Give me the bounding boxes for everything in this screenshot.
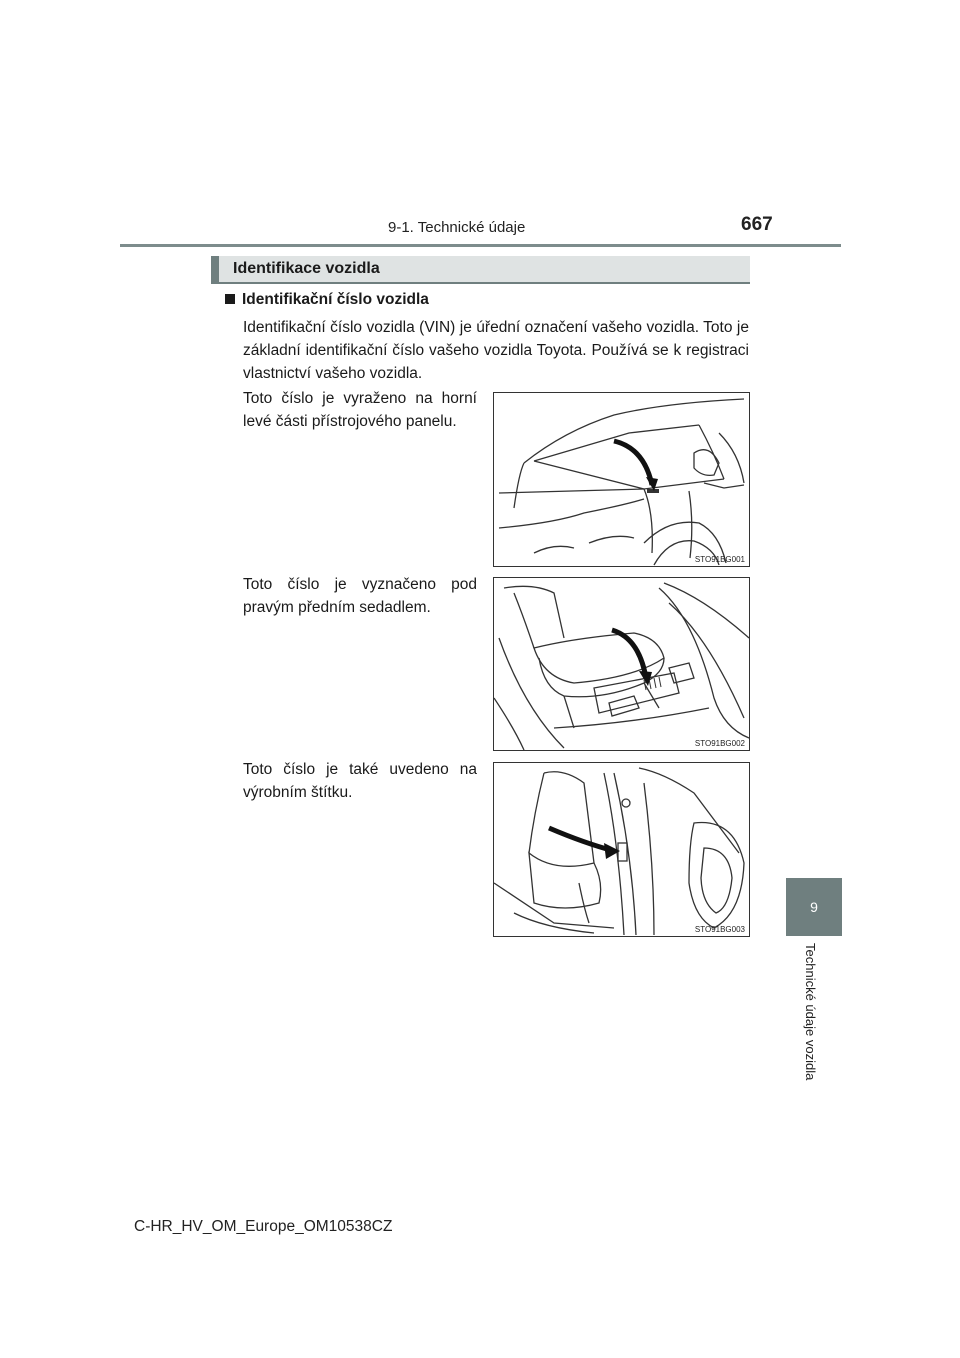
section-heading-bar	[211, 256, 750, 284]
caption-dashboard: Toto číslo je vyraženo na horní levé části přístrojového panelu.	[243, 390, 477, 430]
subsection-title: Identifikační číslo vozidla	[242, 291, 429, 308]
page-number: 667	[741, 214, 773, 235]
subsection-heading	[225, 291, 429, 309]
seat-icon	[494, 578, 749, 750]
image-code: STO91BG002	[694, 739, 745, 748]
image-code: STO91BG003	[694, 925, 745, 934]
subsection-body: Identifikační číslo vozidla (VIN) je úřední označení vašeho vozidla. Toto je základní identifikační číslo vašeho vozidla Toyota. Používá se k registraci vlastnictví vašeho vozidla.	[243, 319, 749, 382]
door-pillar-label-illustration	[493, 762, 750, 937]
door-pillar-icon	[494, 763, 749, 936]
windshield-vin-illustration	[493, 392, 750, 567]
caption-label: Toto číslo je také uvedeno na výrobním štítku.	[243, 761, 477, 801]
chapter-label: Technické údaje vozidla	[803, 943, 818, 1081]
windshield-icon	[494, 393, 749, 566]
image-code: STO91BG001	[694, 555, 745, 564]
footer-doc-id: C-HR_HV_OM_Europe_OM10538CZ	[134, 1218, 393, 1235]
seat-vin-illustration	[493, 577, 750, 751]
header-rule	[120, 244, 841, 247]
square-bullet-icon	[225, 294, 235, 304]
section-title: Identifikace vozidla	[233, 260, 380, 277]
chapter-tab[interactable]	[786, 878, 842, 936]
header-section-title: 9-1. Technické údaje	[388, 219, 526, 236]
caption-seat: Toto číslo je vyznačeno pod pravým předním sedadlem.	[243, 576, 477, 616]
chapter-number: 9	[810, 899, 818, 915]
